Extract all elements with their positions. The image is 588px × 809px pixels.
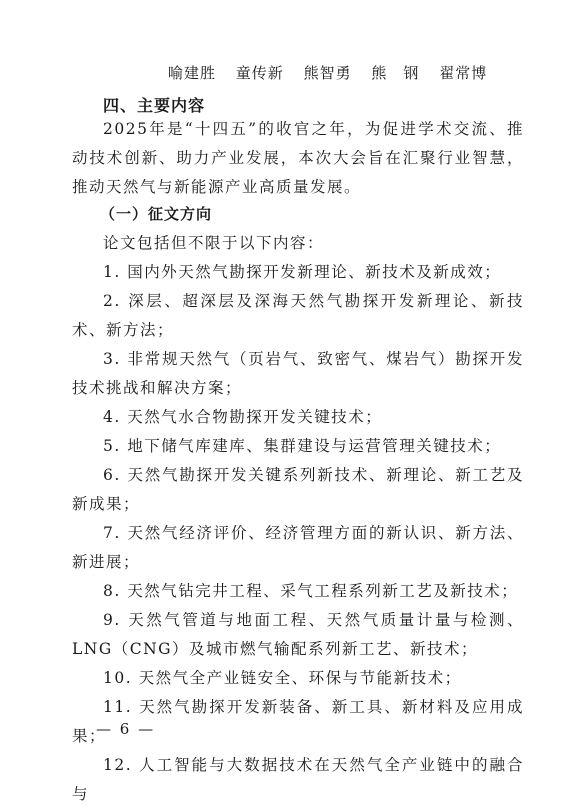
list-item: 9. 天然气管道与地面工程、天然气质量计量与检测、LNG（CNG）及城市燃气输配系列新工艺、新技术； bbox=[72, 611, 524, 658]
list-item: 4. 天然气水合物勘探开发关键技术； bbox=[103, 408, 383, 426]
list-item: 6. 天然气勘探开发关键系列新技术、新理论、新工艺及新成果； bbox=[72, 466, 524, 513]
list-item: 11. 天然气勘探开发新装备、新工具、新材料及应用成果； bbox=[72, 698, 524, 745]
list-item: 8. 天然气钻完井工程、采气工程系列新工艺及新技术； bbox=[103, 582, 519, 600]
author-name: 熊智勇 bbox=[303, 64, 352, 82]
subsection-heading: （一）征文方向 bbox=[100, 205, 213, 223]
list-item: 7. 天然气经济评价、经济管理方面的新认识、新方法、新进展； bbox=[72, 524, 524, 571]
page-number: — 6 — bbox=[96, 720, 156, 738]
author-list bbox=[168, 62, 501, 83]
author-name: 熊 钢 bbox=[371, 64, 420, 82]
lead-paragraph: 论文包括但不限于以下内容： bbox=[103, 234, 325, 252]
author-name: 翟常博 bbox=[439, 64, 488, 82]
author-name: 童传新 bbox=[235, 64, 284, 82]
list-item: 3. 非常规天然气（页岩气、致密气、煤岩气）勘探开发技术挑战和解决方案； bbox=[72, 350, 524, 397]
list-item: 12. 人工智能与大数据技术在天然气全产业链中的融合与 bbox=[72, 756, 524, 803]
intro-paragraph: 2025年是“十四五”的收官之年，为促进学术交流、推动技术创新、助力产业发展，本次大会旨在汇聚行业智慧，推动天然气与新能源产业高质量发展。 bbox=[72, 120, 524, 196]
list-item: 10. 天然气全产业链安全、环保与节能新技术； bbox=[103, 669, 462, 687]
section-heading: 四、主要内容 bbox=[103, 96, 206, 115]
author-name: 喻建胜 bbox=[168, 64, 217, 82]
list-item: 2. 深层、超深层及深海天然气勘探开发新理论、新技术、新方法； bbox=[72, 292, 524, 339]
list-item: 5. 地下储气库建库、集群建设与运营管理关键技术； bbox=[103, 437, 502, 455]
list-item: 1. 国内外天然气勘探开发新理论、新技术及新成效； bbox=[103, 263, 502, 281]
